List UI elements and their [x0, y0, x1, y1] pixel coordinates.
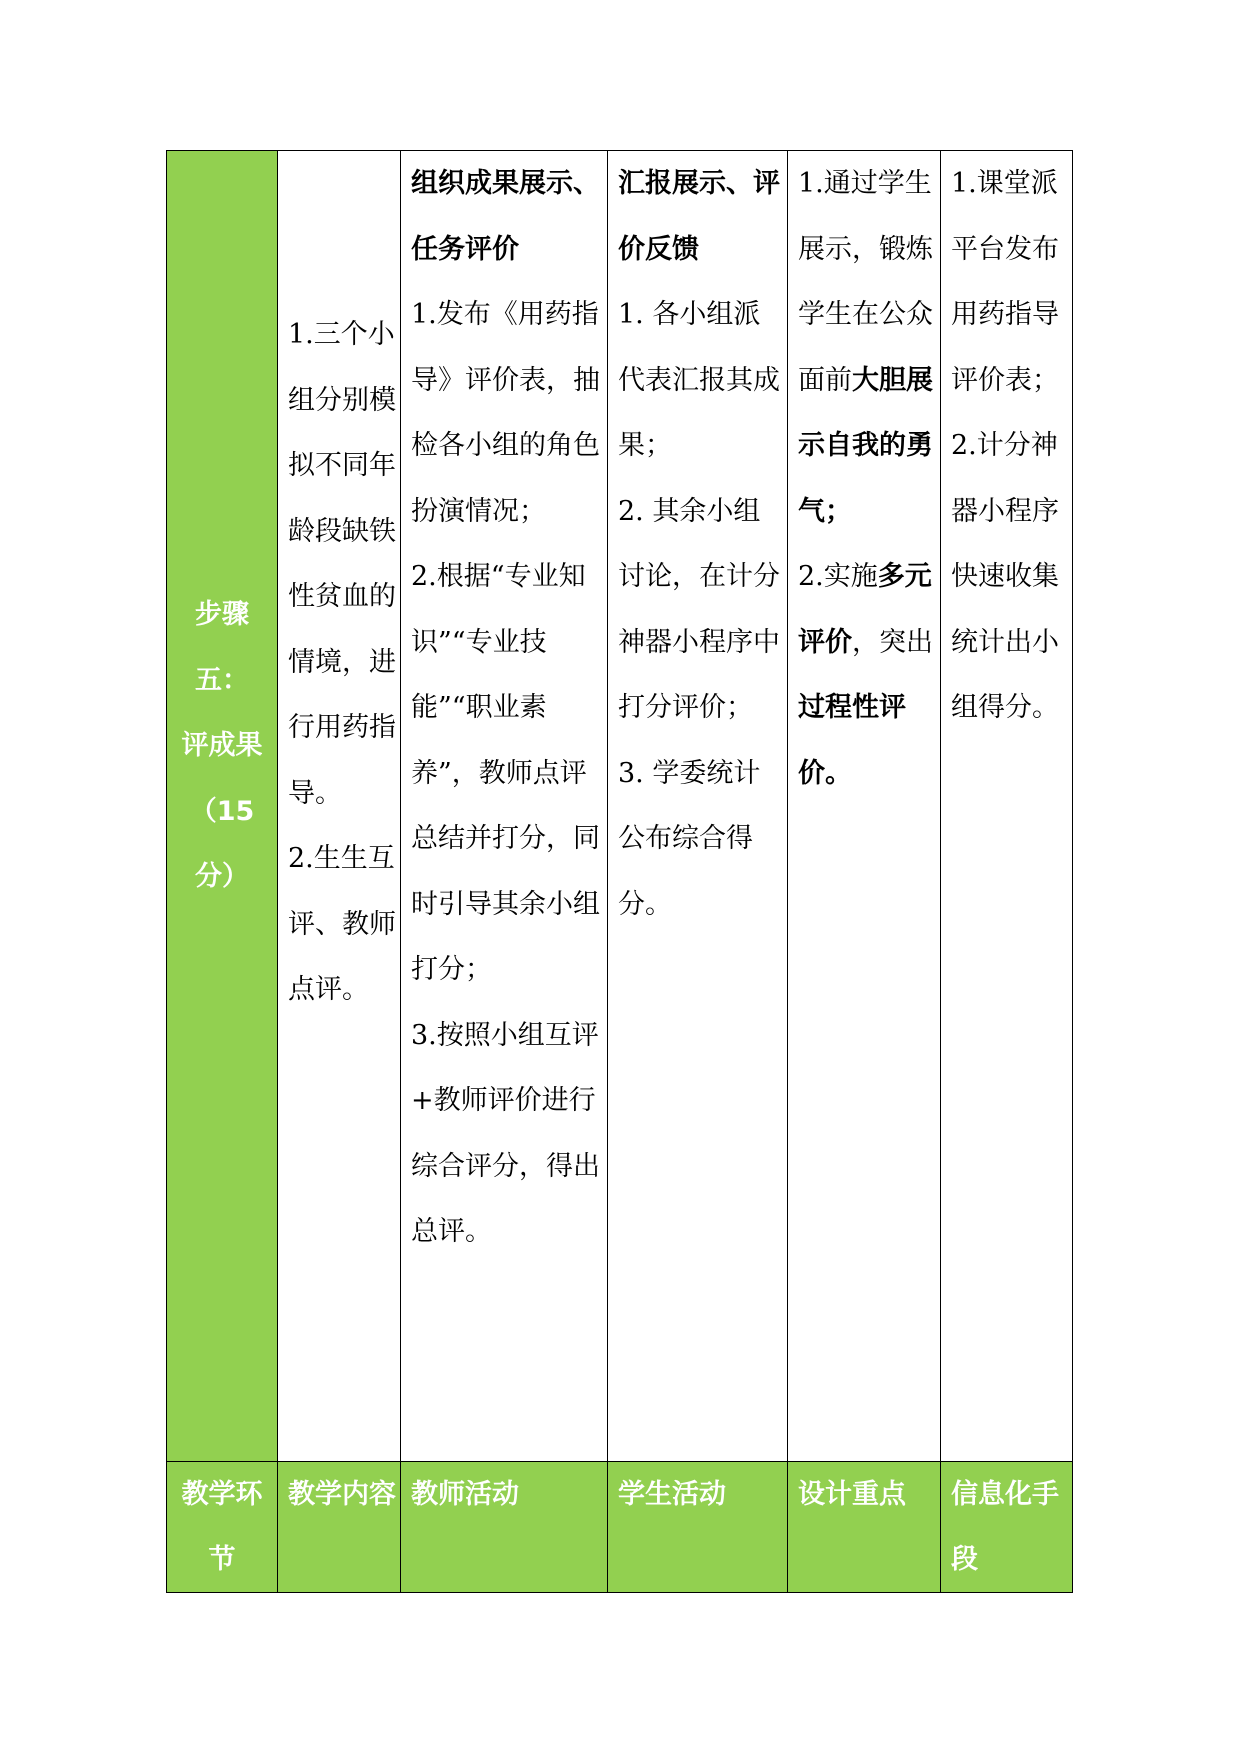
header-teaching-content: 教学内容: [278, 1462, 401, 1593]
student-activity-paragraph: 1. 各小组派代表汇报其成果；: [618, 299, 780, 461]
student-activity-paragraph: 2. 其余小组讨论，在计分神器小程序中打分评价；: [618, 495, 780, 723]
student-activity-cell: [608, 151, 788, 1462]
step-cell: [167, 151, 278, 1462]
design-highlight: 大胆展示自我的勇气；: [798, 364, 933, 527]
teacher-activity-paragraph: 2.根据“专业知识”“专业技能”“职业素养”，教师点评总结并打分，同时引导其余小组打分；: [411, 561, 600, 985]
design-highlight: 过程性评价。: [798, 692, 906, 789]
design-highlight: 多元评价: [798, 561, 932, 658]
step-label-line: 分）: [195, 861, 249, 893]
design-text: 1.通过学生展示，锻炼学生在公众面前: [798, 168, 933, 396]
header-student-activity: 学生活动: [608, 1462, 788, 1593]
info-tools-paragraph: 1.课堂派: [951, 168, 1058, 199]
lesson-plan-table: [166, 150, 1073, 1593]
content-cell: [278, 151, 401, 1462]
design-text: 2.实施: [798, 561, 878, 592]
step-five-row: [167, 151, 1073, 1462]
header-teaching-stage: 教学环节: [167, 1462, 278, 1593]
step-label-line: （15: [189, 795, 255, 827]
header-row: [167, 1462, 1073, 1593]
teacher-activity-cell: [401, 151, 608, 1462]
teacher-activity-paragraph: 3.按照小组互评+教师评价进行综合评分，得出总评。: [411, 1019, 600, 1247]
header-design-focus: 设计重点: [788, 1462, 941, 1593]
content-paragraph: 1.三个小组分别模拟不同年龄段缺铁性贫血的情境，进行用药指导。: [288, 319, 396, 809]
design-focus-paragraph: [798, 544, 936, 806]
student-activity-title: 汇报展示、评价反馈: [618, 168, 780, 265]
header-teacher-activity: 教师活动: [401, 1462, 608, 1593]
content-paragraph: 2.生生互评、教师点评。: [288, 843, 396, 1005]
design-text: ，突出: [852, 626, 933, 658]
teacher-activity-paragraph: 1.发布《用药指导》评价表，抽检各小组的角色扮演情况；: [411, 299, 600, 527]
step-label-line: 评成果: [181, 730, 263, 762]
info-tools-paragraph: 平台发布用药指导评价表；: [951, 233, 1059, 396]
info-tools-paragraph: 2.计分神器小程序快速收集统计出小组得分。: [951, 430, 1059, 723]
step-label-line: 五：: [195, 664, 249, 696]
step-label-line: 步骤: [195, 599, 249, 631]
header-info-tools: 信息化手段: [941, 1462, 1073, 1593]
info-tools-cell: [941, 151, 1073, 1462]
design-focus-paragraph: [798, 151, 936, 544]
design-focus-cell: [788, 151, 941, 1462]
teacher-activity-title: 组织成果展示、任务评价: [411, 168, 600, 265]
student-activity-paragraph: 3. 学委统计公布综合得分。: [618, 757, 761, 920]
step-label: [167, 582, 277, 910]
